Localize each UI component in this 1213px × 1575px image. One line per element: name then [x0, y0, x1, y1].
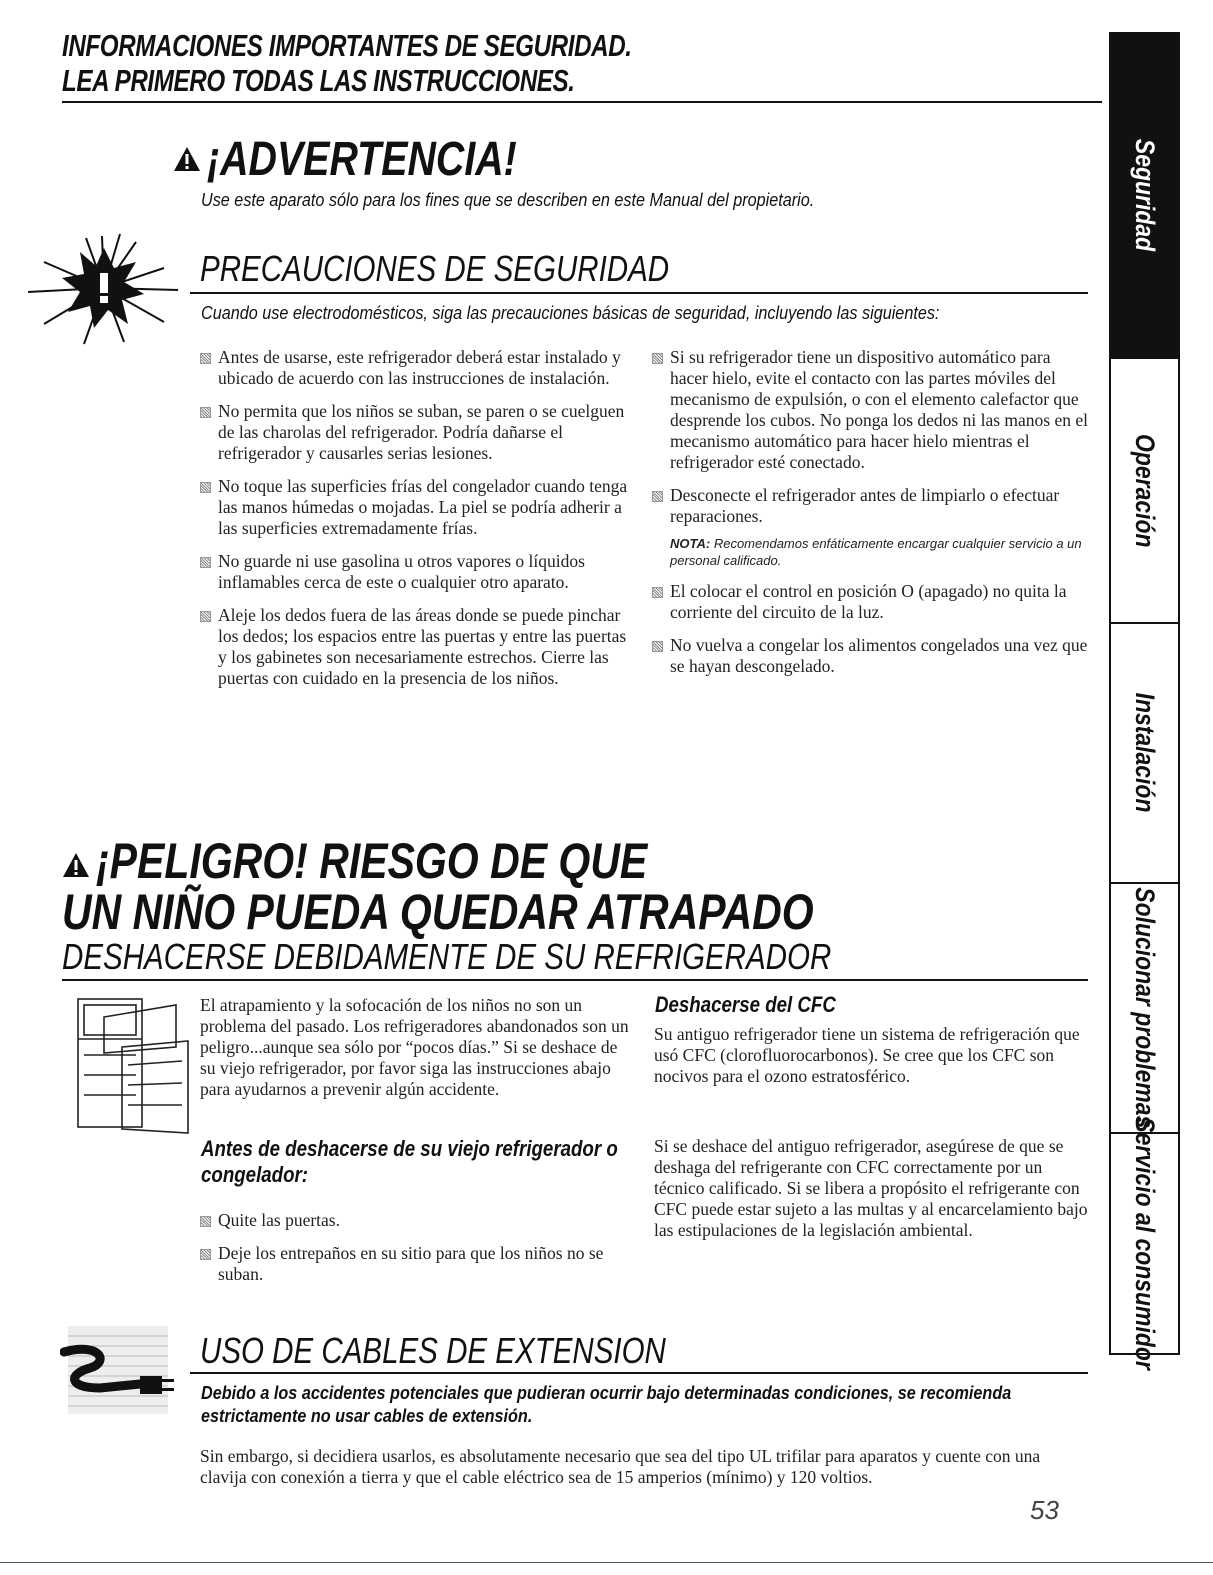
precautions-rule [190, 292, 1088, 294]
bullet-icon [652, 491, 663, 502]
list-item: No toque las superficies frías del congelador cuando tenga las manos húmedas o mojadas. La piel se podría adherir a las superficies extremadamente frías. [200, 476, 630, 539]
section-tabs [1109, 32, 1180, 1370]
list-item: Aleje los dedos fuera de las áreas donde se puede pinchar los dedos; los espacios entre las puertas y entre las puertas y los gabinetes son necesariamente estrechos. Cierre las puertas con cuidado en la presencia de los niños. [200, 605, 630, 689]
warning-subtitle: Use este aparato sólo para los fines que se describen en este Manual del propietario. [201, 190, 815, 210]
header-line-2: LEA PRIMERO TODAS LAS INSTRUCCIONES. [62, 63, 575, 98]
extension-body: Sin embargo, si decidiera usarlos, es absolutamente necesario que sea del tipo UL trifilar para aparatos y cuente con una clavija con conexión a tierra y que el cable eléctrico sea de 15 amperios (mínimo) y 120 voltios. [200, 1446, 1041, 1487]
bullet-icon [200, 1216, 211, 1227]
tab-seguridad[interactable] [1111, 34, 1178, 359]
bullet-icon [652, 353, 663, 364]
disposal-heading: DESHACERSE DEBIDAMENTE DE SU REFRIGERADOR [62, 936, 832, 977]
tab-label: Seguridad [1130, 139, 1160, 252]
bottom-edge-rule [0, 1562, 1213, 1563]
before-disposal-heading: Antes de deshacerse de su viejo refrigerador o congelador: [201, 1136, 618, 1187]
list-item: Si su refrigerador tiene un dispositivo automático para hacer hielo, evite el contacto con las partes móviles del mecanismo de expulsión, o con el elemento calefactor que desprende los cubos. No ponga los dedos ni las manos en el mecanismo automático para hacer hielo mientras el refrigerador esté conectado. [652, 347, 1092, 473]
list-item: No permita que los niños se suban, se paren o se cuelguen de las charolas del refrigerador. Podría dañarse el refrigerador y causarles serias lesiones. [200, 401, 630, 464]
page-number: 53 [1030, 1495, 1059, 1525]
list-item: No guarde ni use gasolina u otros vapores o líquidos inflamables cerca de este o cualquier otro aparato. [200, 551, 630, 593]
list-item: Quite las puertas. [200, 1210, 630, 1231]
tab-label: Servicio al consumidor [1130, 1117, 1160, 1370]
tab-label: Operación [1130, 433, 1160, 548]
danger-title-line-1: ¡PELIGRO! RIESGO DE QUE [96, 833, 648, 889]
list-item: Desconecte el refrigerador antes de limpiarlo o efectuar reparaciones. [652, 485, 1092, 527]
extension-heading: USO DE CABLES DE EXTENSION [200, 1330, 666, 1371]
power-cord-icon [60, 1322, 178, 1420]
danger-triangle-icon [62, 852, 90, 878]
list-item: Deje los entrepaños en su sitio para que los niños no se suban. [200, 1243, 630, 1285]
tab-operacion[interactable] [1111, 359, 1178, 624]
tab-label: Solucionar problemas [1130, 887, 1160, 1129]
bullet-icon [200, 557, 211, 568]
header-rule [62, 101, 1102, 103]
disposal-rule [62, 979, 1088, 981]
bullet-icon [200, 353, 211, 364]
precautions-heading: PRECAUCIONES DE SEGURIDAD [200, 248, 670, 289]
warning-title: ¡ADVERTENCIA! [207, 133, 517, 186]
precautions-right-column [652, 347, 1092, 689]
refrigerator-illustration [64, 995, 192, 1137]
tab-solucionar-problemas[interactable] [1111, 884, 1178, 1134]
bullet-icon [200, 1249, 211, 1260]
bullet-icon [652, 587, 663, 598]
bullet-icon [200, 611, 211, 622]
tab-label: Instalación [1130, 693, 1160, 813]
bullet-icon [652, 641, 663, 652]
precautions-left-column [200, 347, 630, 701]
list-item: Antes de usarse, este refrigerador deberá estar instalado y ubicado de acuerdo con las instrucciones de instalación. [200, 347, 630, 389]
precautions-lede: Cuando use electrodomésticos, siga las precauciones básicas de seguridad, incluyendo las siguientes: [201, 303, 940, 323]
header-line-1: INFORMACIONES IMPORTANTES DE SEGURIDAD. [62, 28, 632, 63]
disposal-intro: El atrapamiento y la sofocación de los niños no son un problema del pasado. Los refrigeradores abandonados son un peligro...aunque sea sólo por “pocos días.” Si se deshace de su viejo refrigerador, por favor siga las instrucciones abajo para ayudarnos a prevenir algún accidente. [200, 995, 629, 1099]
cfc-heading: Deshacerse del CFC [655, 992, 836, 1017]
extension-rule [190, 1372, 1088, 1374]
list-item: No vuelva a congelar los alimentos congelados una vez que se hayan descongelado. [652, 635, 1092, 677]
list-item: El colocar el control en posición O (apagado) no quita la corriente del circuito de la luz. [652, 581, 1092, 623]
nota: NOTA: Recomendamos enfáticamente encargar cualquier servicio a un personal calificado. [670, 536, 1082, 568]
bullet-icon [200, 482, 211, 493]
extension-lede: Debido a los accidentes potenciales que pudieran ocurrir bajo determinadas condiciones, se recomienda estrictamente no usar cables de extensión. [201, 1383, 1012, 1426]
before-disposal-list [200, 1210, 630, 1297]
bullet-icon [200, 407, 211, 418]
danger-title-line-2: UN NIÑO PUEDA QUEDAR ATRAPADO [62, 884, 814, 940]
tab-servicio-al-consumidor[interactable] [1111, 1117, 1178, 1370]
tab-instalacion[interactable] [1111, 624, 1178, 884]
cfc-paragraph-2: Si se deshace del antiguo refrigerador, asegúrese de que se deshaga del refrigerante con CFC correctamente por un técnico calificado. Si se libera a propósito el refrigerante con CFC puede estar sujeto a las multas y al encarcelamiento bajo las estipulaciones de la legislación ambiental. [654, 1136, 1088, 1240]
warning-triangle-icon [173, 146, 201, 172]
burst-warning-icon [24, 228, 184, 348]
cfc-paragraph-1: Su antiguo refrigerador tiene un sistema de refrigeración que usó CFC (clorofluorocarbonos). Se cree que los CFC son nocivos para el ozono estratosférico. [654, 1024, 1080, 1086]
